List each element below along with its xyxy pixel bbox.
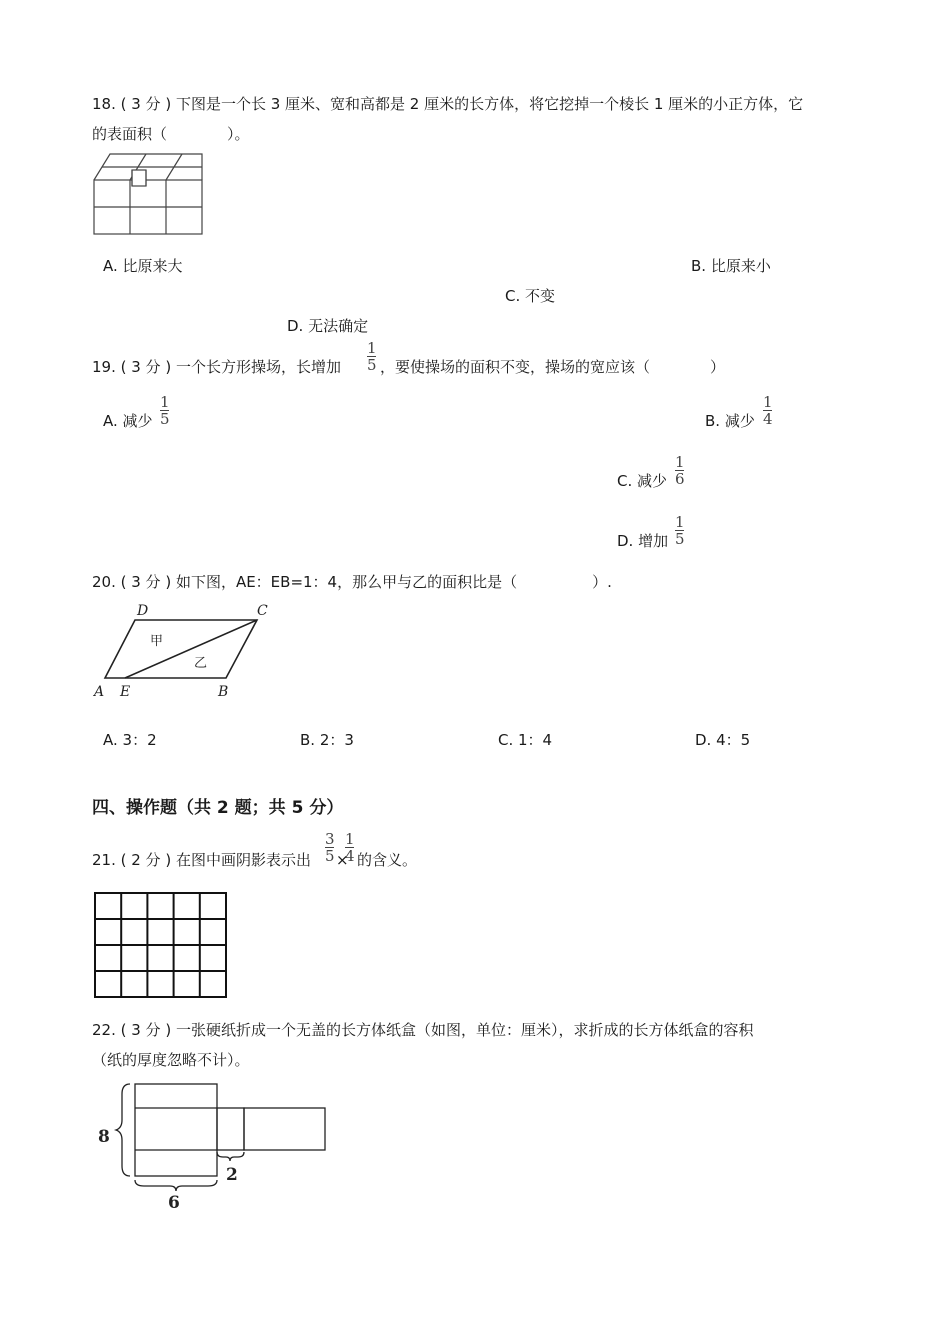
label-a: A [94,684,105,700]
q21-stem-prefix: 21. ( 2 分 ) 在图中画阴影表示出 [92,851,311,869]
fraction-numerator: 1 [675,513,685,531]
label-c: C [257,603,268,619]
q19-option-c-fraction [675,455,685,486]
net-main-rect [135,1084,217,1176]
q18-stem-line2: 的表面积（ ）。 [92,125,250,143]
dim-height: 8 [98,1127,110,1147]
q21-stem-suffix: 的含义。 [357,851,418,869]
fraction-denominator: 5 [160,410,170,428]
label-jia: 甲 [150,634,164,649]
q21-times-sign: × [336,851,349,869]
label-d: D [137,603,149,619]
fraction-denominator: 5 [367,356,377,374]
q18-cuboid-figure [92,150,204,238]
net-side-rect [217,1108,244,1150]
q22-stem-line1: 22. ( 3 分 ) 一张硬纸折成一个无盖的长方体纸盒（如图，单位：厘米），求折成的长方体纸盒的容积 [92,1021,754,1039]
q19-option-a-fraction [160,395,170,426]
q20-parallelogram-figure [90,600,280,704]
q18-stem-line1: 18. ( 3 分 ) 下图是一个长 3 厘米、宽和高都是 2 厘米的长方体，将它挖掉一个棱长 1 厘米的小正方体，它 [92,95,804,113]
fraction-denominator: 5 [675,530,685,548]
fraction-denominator: 6 [675,470,685,488]
label-yi: 乙 [194,656,208,671]
q19-option-d-label[interactable]: D. 增加 [617,532,669,550]
q20-option-c[interactable]: C. 1：4 [498,731,553,749]
fraction-numerator: 1 [160,393,170,411]
section-4-title: 四、操作题（共 2 题；共 5 分） [92,798,344,818]
fraction-numerator: 3 [325,830,335,848]
q20-option-a[interactable]: A. 3：2 [103,731,157,749]
label-e: E [120,684,131,700]
q22-stem-line2: （纸的厚度忽略不计）。 [92,1051,250,1069]
diagonal-ec [125,620,257,678]
q18-option-b[interactable]: B. 比原来小 [691,257,771,275]
fraction-denominator: 4 [763,410,773,428]
fraction-numerator: 1 [763,393,773,411]
q18-option-c[interactable]: C. 不变 [505,287,556,305]
q19-option-c-label[interactable]: C. 减少 [617,472,668,490]
q18-option-d[interactable]: D. 无法确定 [287,317,369,335]
brace-depth [217,1152,244,1161]
q20-stem: 20. ( 3 分 ) 如下图，AE：EB=1：4，那么甲与乙的面积比是（ ）. [92,573,612,591]
net-end-rect [244,1108,325,1150]
parallelogram-outline [105,620,257,678]
q20-option-d[interactable]: D. 4：5 [695,731,751,749]
q19-option-d-fraction [675,515,685,546]
q19-stem-suffix: ，要使操场的面积不变，操场的宽应该（ ） [380,358,726,376]
dim-depth: 2 [226,1165,238,1185]
q20-option-b[interactable]: B. 2：3 [300,731,354,749]
q22-box-net-figure [92,1080,332,1212]
fraction-denominator: 4 [345,847,355,865]
fraction-denominator: 5 [325,847,335,865]
q19-stem-prefix: 19. ( 3 分 ) 一个长方形操场，长增加 [92,358,341,376]
q19-option-b-label[interactable]: B. 减少 [705,412,755,430]
label-b: B [218,684,229,700]
q19-stem-fraction [367,341,377,372]
q18-option-a[interactable]: A. 比原来大 [103,257,183,275]
brace-width [135,1180,217,1191]
q19-option-b-fraction [763,395,773,426]
q21-fraction-1 [325,832,335,863]
fraction-numerator: 1 [675,453,685,471]
q21-grid[interactable] [93,891,229,1001]
fraction-numerator: 1 [345,830,355,848]
q19-option-a-label[interactable]: A. 减少 [103,412,153,430]
fraction-numerator: 1 [367,339,377,357]
brace-height [116,1084,130,1176]
q21-fraction-2 [345,832,355,863]
dim-width: 6 [168,1193,180,1212]
